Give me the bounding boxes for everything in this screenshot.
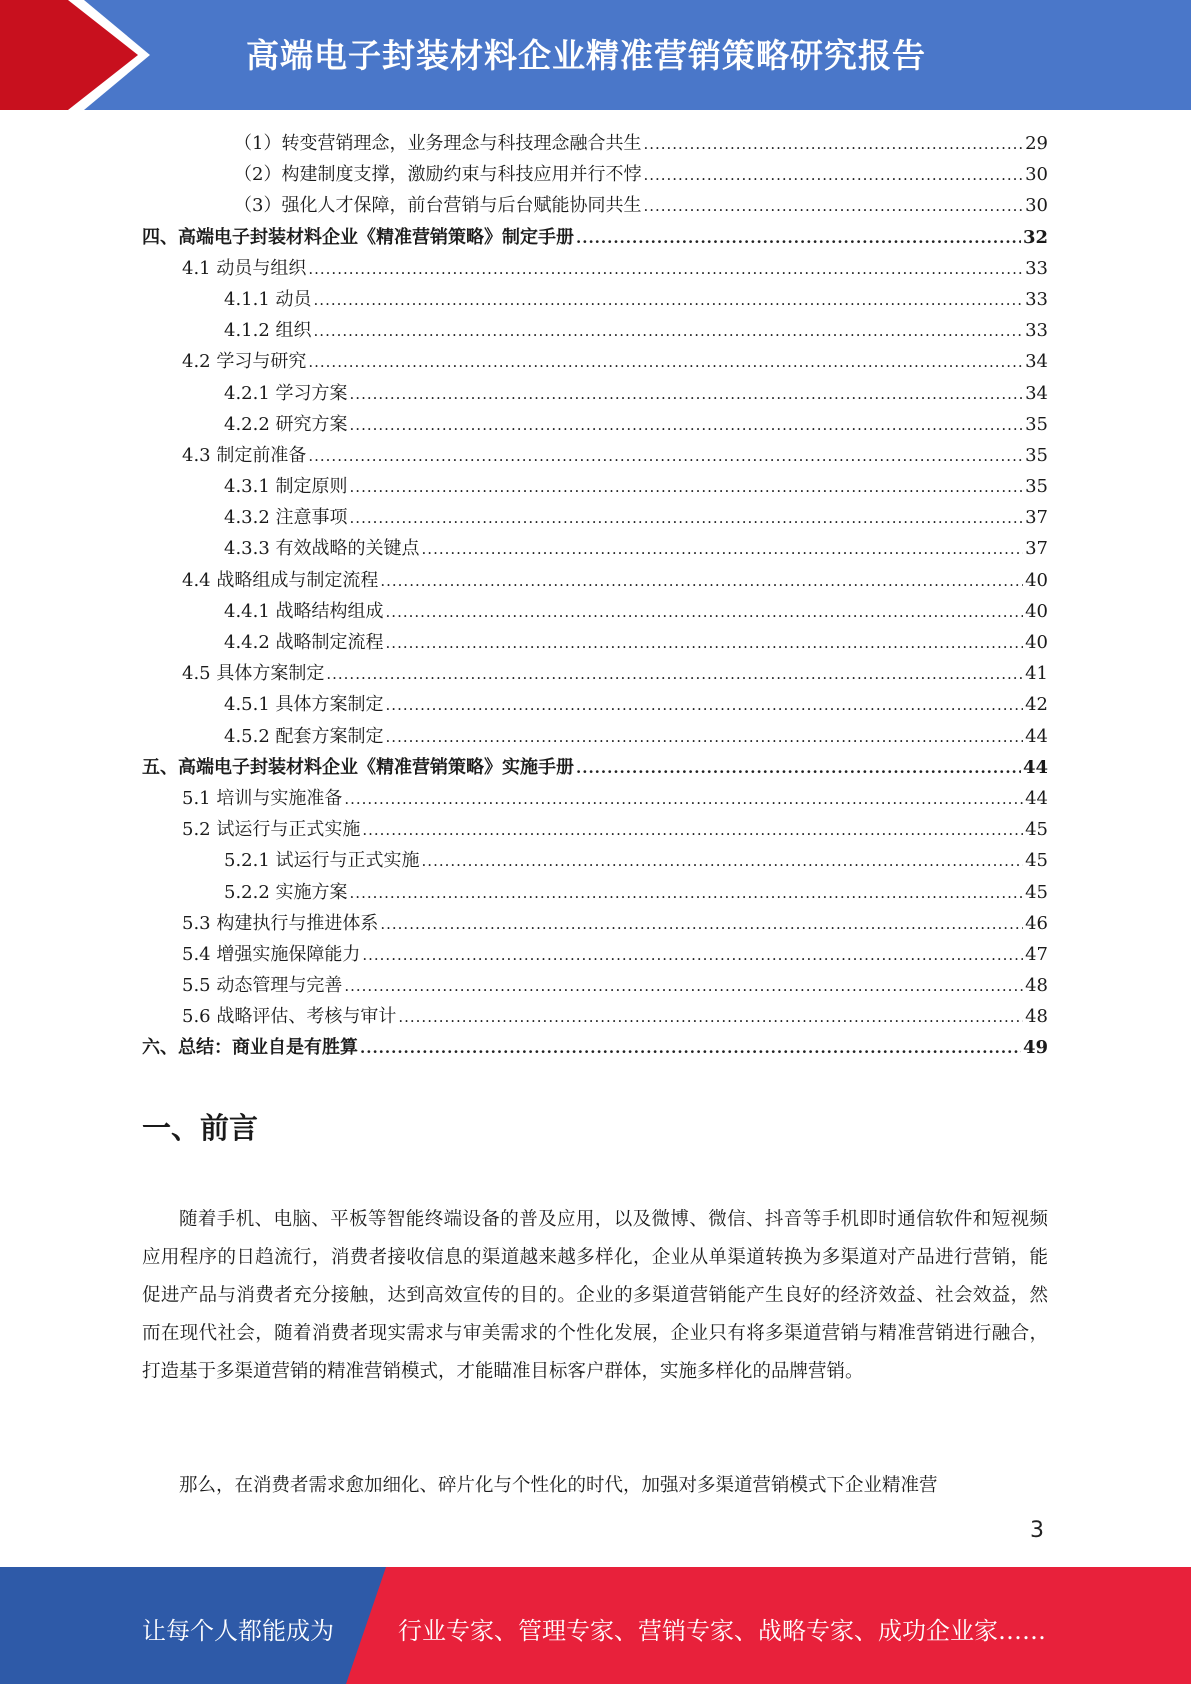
- toc-leader-dots: [344, 784, 1023, 815]
- toc-entry-page: 37: [1025, 538, 1048, 560]
- toc-leader-dots: [380, 909, 1023, 940]
- toc-entry-label: （2）构建制度支撑，激励约束与科技应用并行不悖: [234, 164, 642, 186]
- body-paragraph: 那么，在消费者需求愈加细化、碎片化与个性化的时代，加强对多渠道营销模式下企业精准营: [179, 1475, 938, 1496]
- toc-entry-label: （3）强化人才保障，前台营销与后台赋能协同共生: [234, 195, 642, 217]
- toc-entry[interactable]: [142, 1001, 1048, 1032]
- toc-leader-dots: [643, 191, 1023, 222]
- toc-entry[interactable]: [142, 721, 1048, 752]
- report-title: 高端电子封装材料企业精准营销策略研究报告: [246, 36, 926, 75]
- toc-leader-dots: [350, 503, 1024, 534]
- toc-leader-dots: [326, 659, 1023, 690]
- toc-leader-dots: [576, 753, 1021, 784]
- toc-entry-label: 四、高端电子封装材料企业《精准营销策略》制定手册: [142, 226, 574, 248]
- toc-entry[interactable]: [142, 752, 1048, 783]
- toc-leader-dots: [386, 597, 1024, 628]
- toc-leader-dots: [362, 940, 1023, 971]
- toc-entry-label: 六、总结：商业自是有胜算: [142, 1037, 358, 1059]
- toc-entry-label: 4.5.2 配套方案制定: [224, 725, 384, 747]
- toc-entry-label: 4.4.1 战略结构组成: [224, 600, 384, 622]
- toc-entry-page: 29: [1025, 133, 1048, 154]
- toc-entry-page: 44: [1025, 725, 1048, 747]
- toc-entry-page: 45: [1025, 850, 1048, 872]
- toc-entry-page: 35: [1025, 476, 1048, 498]
- header-chevron-icon: [0, 0, 138, 110]
- toc-entry-page: 40: [1025, 569, 1048, 591]
- toc-entry[interactable]: [142, 970, 1048, 1001]
- toc-entry-label: 4.2.1 学习方案: [224, 382, 348, 404]
- page-header: [0, 0, 1191, 110]
- toc-entry[interactable]: [142, 565, 1048, 596]
- toc-entry[interactable]: [142, 908, 1048, 939]
- toc-entry[interactable]: [142, 471, 1048, 502]
- toc-leader-dots: [362, 815, 1023, 846]
- section-title: 一、前言: [142, 1111, 259, 1145]
- toc-entry-label: 4.2 学习与研究: [182, 351, 307, 373]
- toc-entry[interactable]: [142, 440, 1048, 471]
- toc-entry-page: 45: [1025, 881, 1048, 903]
- toc-entry-label: 4.3 制定前准备: [182, 444, 307, 466]
- toc-entry-page: 37: [1025, 507, 1048, 529]
- toc-entry-page: 40: [1025, 632, 1048, 653]
- toc-entry-page: 46: [1025, 912, 1048, 934]
- toc-entry[interactable]: [142, 877, 1048, 908]
- toc-entry-page: 30: [1025, 195, 1048, 217]
- toc-entry-page: 35: [1025, 413, 1048, 435]
- toc-entry[interactable]: [142, 159, 1048, 190]
- toc-leader-dots: [308, 441, 1023, 472]
- toc-leader-dots: [344, 971, 1023, 1002]
- toc-leader-dots: [350, 410, 1024, 441]
- toc-entry-label: 5.2 试运行与正式实施: [182, 819, 361, 841]
- toc-entry-page: 45: [1025, 819, 1048, 841]
- toc-entry[interactable]: [142, 409, 1048, 440]
- toc-leader-dots: [350, 878, 1024, 909]
- toc-entry-page: 47: [1025, 943, 1048, 965]
- toc-entry-page: 49: [1022, 1037, 1048, 1059]
- toc-entry-page: 48: [1025, 1006, 1048, 1028]
- toc-entry[interactable]: [142, 284, 1048, 315]
- toc-leader-dots: [350, 379, 1024, 410]
- footer-slogan-right: 行业专家、管理专家、营销专家、战略专家、成功企业家……: [398, 1617, 1046, 1645]
- toc-entry-label: （1）转变营销理念，业务理念与科技理念融合共生: [234, 133, 642, 154]
- toc-entry[interactable]: [142, 658, 1048, 689]
- toc-leader-dots: [576, 223, 1021, 254]
- toc-entry[interactable]: [142, 814, 1048, 845]
- toc-entry-label: 5.4 增强实施保障能力: [182, 943, 361, 965]
- toc-entry-label: 4.5 具体方案制定: [182, 663, 325, 685]
- toc-entry-page: 34: [1025, 382, 1048, 404]
- toc-entry-page: 32: [1022, 226, 1048, 248]
- toc-entry-label: 4.4 战略组成与制定流程: [182, 569, 379, 591]
- toc-entry-label: 4.1.1 动员: [224, 288, 312, 310]
- toc-entry-label: 5.3 构建执行与推进体系: [182, 912, 379, 934]
- toc-entry[interactable]: [142, 1032, 1048, 1063]
- toc-entry[interactable]: [142, 346, 1048, 377]
- toc-leader-dots: [314, 285, 1024, 316]
- toc-leader-dots: [386, 628, 1024, 659]
- toc-entry-page: 40: [1025, 600, 1048, 622]
- toc-entry-label: 5.1 培训与实施准备: [182, 787, 343, 809]
- toc-leader-dots: [398, 1002, 1023, 1033]
- toc-entry[interactable]: [142, 128, 1048, 159]
- toc-entry[interactable]: [142, 315, 1048, 346]
- toc-entry[interactable]: [142, 845, 1048, 876]
- toc-entry-page: 41: [1025, 663, 1048, 685]
- toc-entry[interactable]: [142, 222, 1048, 253]
- toc-entry[interactable]: [142, 627, 1048, 658]
- toc-entry-label: 4.3.1 制定原则: [224, 476, 348, 498]
- toc-entry-label: 4.2.2 研究方案: [224, 413, 348, 435]
- toc-leader-dots: [643, 129, 1023, 160]
- toc-entry-label: 5.6 战略评估、考核与审计: [182, 1006, 397, 1028]
- page-number: 3: [1030, 1518, 1044, 1543]
- toc-entry[interactable]: [142, 190, 1048, 221]
- table-of-contents: [142, 128, 1048, 1064]
- toc-entry[interactable]: [142, 596, 1048, 627]
- toc-entry-page: 48: [1025, 975, 1048, 997]
- toc-entry-page: 34: [1025, 351, 1048, 373]
- toc-leader-dots: [360, 1033, 1021, 1064]
- toc-entry[interactable]: [142, 253, 1048, 284]
- toc-entry[interactable]: [142, 533, 1048, 564]
- toc-entry[interactable]: [142, 939, 1048, 970]
- toc-leader-dots: [386, 690, 1024, 721]
- toc-entry-label: 4.1 动员与组织: [182, 257, 307, 279]
- toc-entry-page: 33: [1025, 320, 1048, 342]
- toc-leader-dots: [643, 160, 1023, 191]
- toc-entry-label: 五、高端电子封装材料企业《精准营销策略》实施手册: [142, 756, 574, 778]
- toc-leader-dots: [308, 347, 1023, 378]
- toc-entry-label: 5.2.1 试运行与正式实施: [224, 850, 420, 872]
- toc-leader-dots: [386, 722, 1024, 753]
- toc-leader-dots: [350, 472, 1024, 503]
- footer-slogan-left: 让每个人都能成为: [142, 1617, 334, 1645]
- toc-entry-label: 5.2.2 实施方案: [224, 881, 348, 903]
- page-footer: [0, 1567, 1191, 1684]
- toc-leader-dots: [380, 566, 1023, 597]
- toc-leader-dots: [422, 846, 1024, 877]
- toc-entry[interactable]: [142, 378, 1048, 409]
- toc-entry[interactable]: [142, 502, 1048, 533]
- toc-entry-label: 4.1.2 组织: [224, 320, 312, 342]
- toc-entry-page: 44: [1025, 787, 1048, 809]
- toc-entry-label: 4.5.1 具体方案制定: [224, 694, 384, 716]
- toc-entry-label: 5.5 动态管理与完善: [182, 975, 343, 997]
- body-paragraph: 随着手机、电脑、平板等智能终端设备的普及应用，以及微博、微信、抖音等手机即时通信软件和短视频应用程序的日趋流行，消费者接收信息的渠道越来越多样化，企业从单渠道转换为多渠道对产品进行营销，能促进产品与消费者充分接触，达到高效宣传的目的。企业的多渠道营销能产生良好的经济效益、社会效益，然而在现代社会，随着消费者现实需求与审美需求的个性化发展，企业只有将多渠道营销与精准营销进行融合，打造基于多渠道营销的精准营销模式，才能瞄准目标客户群体，实施多样化的品牌营销。: [142, 1209, 1048, 1382]
- toc-entry-label: 4.3.3 有效战略的关键点: [224, 538, 420, 560]
- toc-entry-page: 33: [1025, 288, 1048, 310]
- toc-leader-dots: [314, 316, 1024, 347]
- toc-entry-page: 42: [1025, 694, 1048, 716]
- toc-entry-page: 33: [1025, 257, 1048, 279]
- toc-entry-page: 35: [1025, 444, 1048, 466]
- toc-entry-page: 44: [1022, 756, 1048, 778]
- toc-leader-dots: [422, 534, 1024, 565]
- toc-entry-label: 4.3.2 注意事项: [224, 507, 348, 529]
- toc-entry[interactable]: [142, 783, 1048, 814]
- toc-leader-dots: [308, 254, 1023, 285]
- toc-entry-label: 4.4.2 战略制定流程: [224, 632, 384, 653]
- toc-entry-page: 30: [1025, 164, 1048, 186]
- toc-entry[interactable]: [142, 689, 1048, 720]
